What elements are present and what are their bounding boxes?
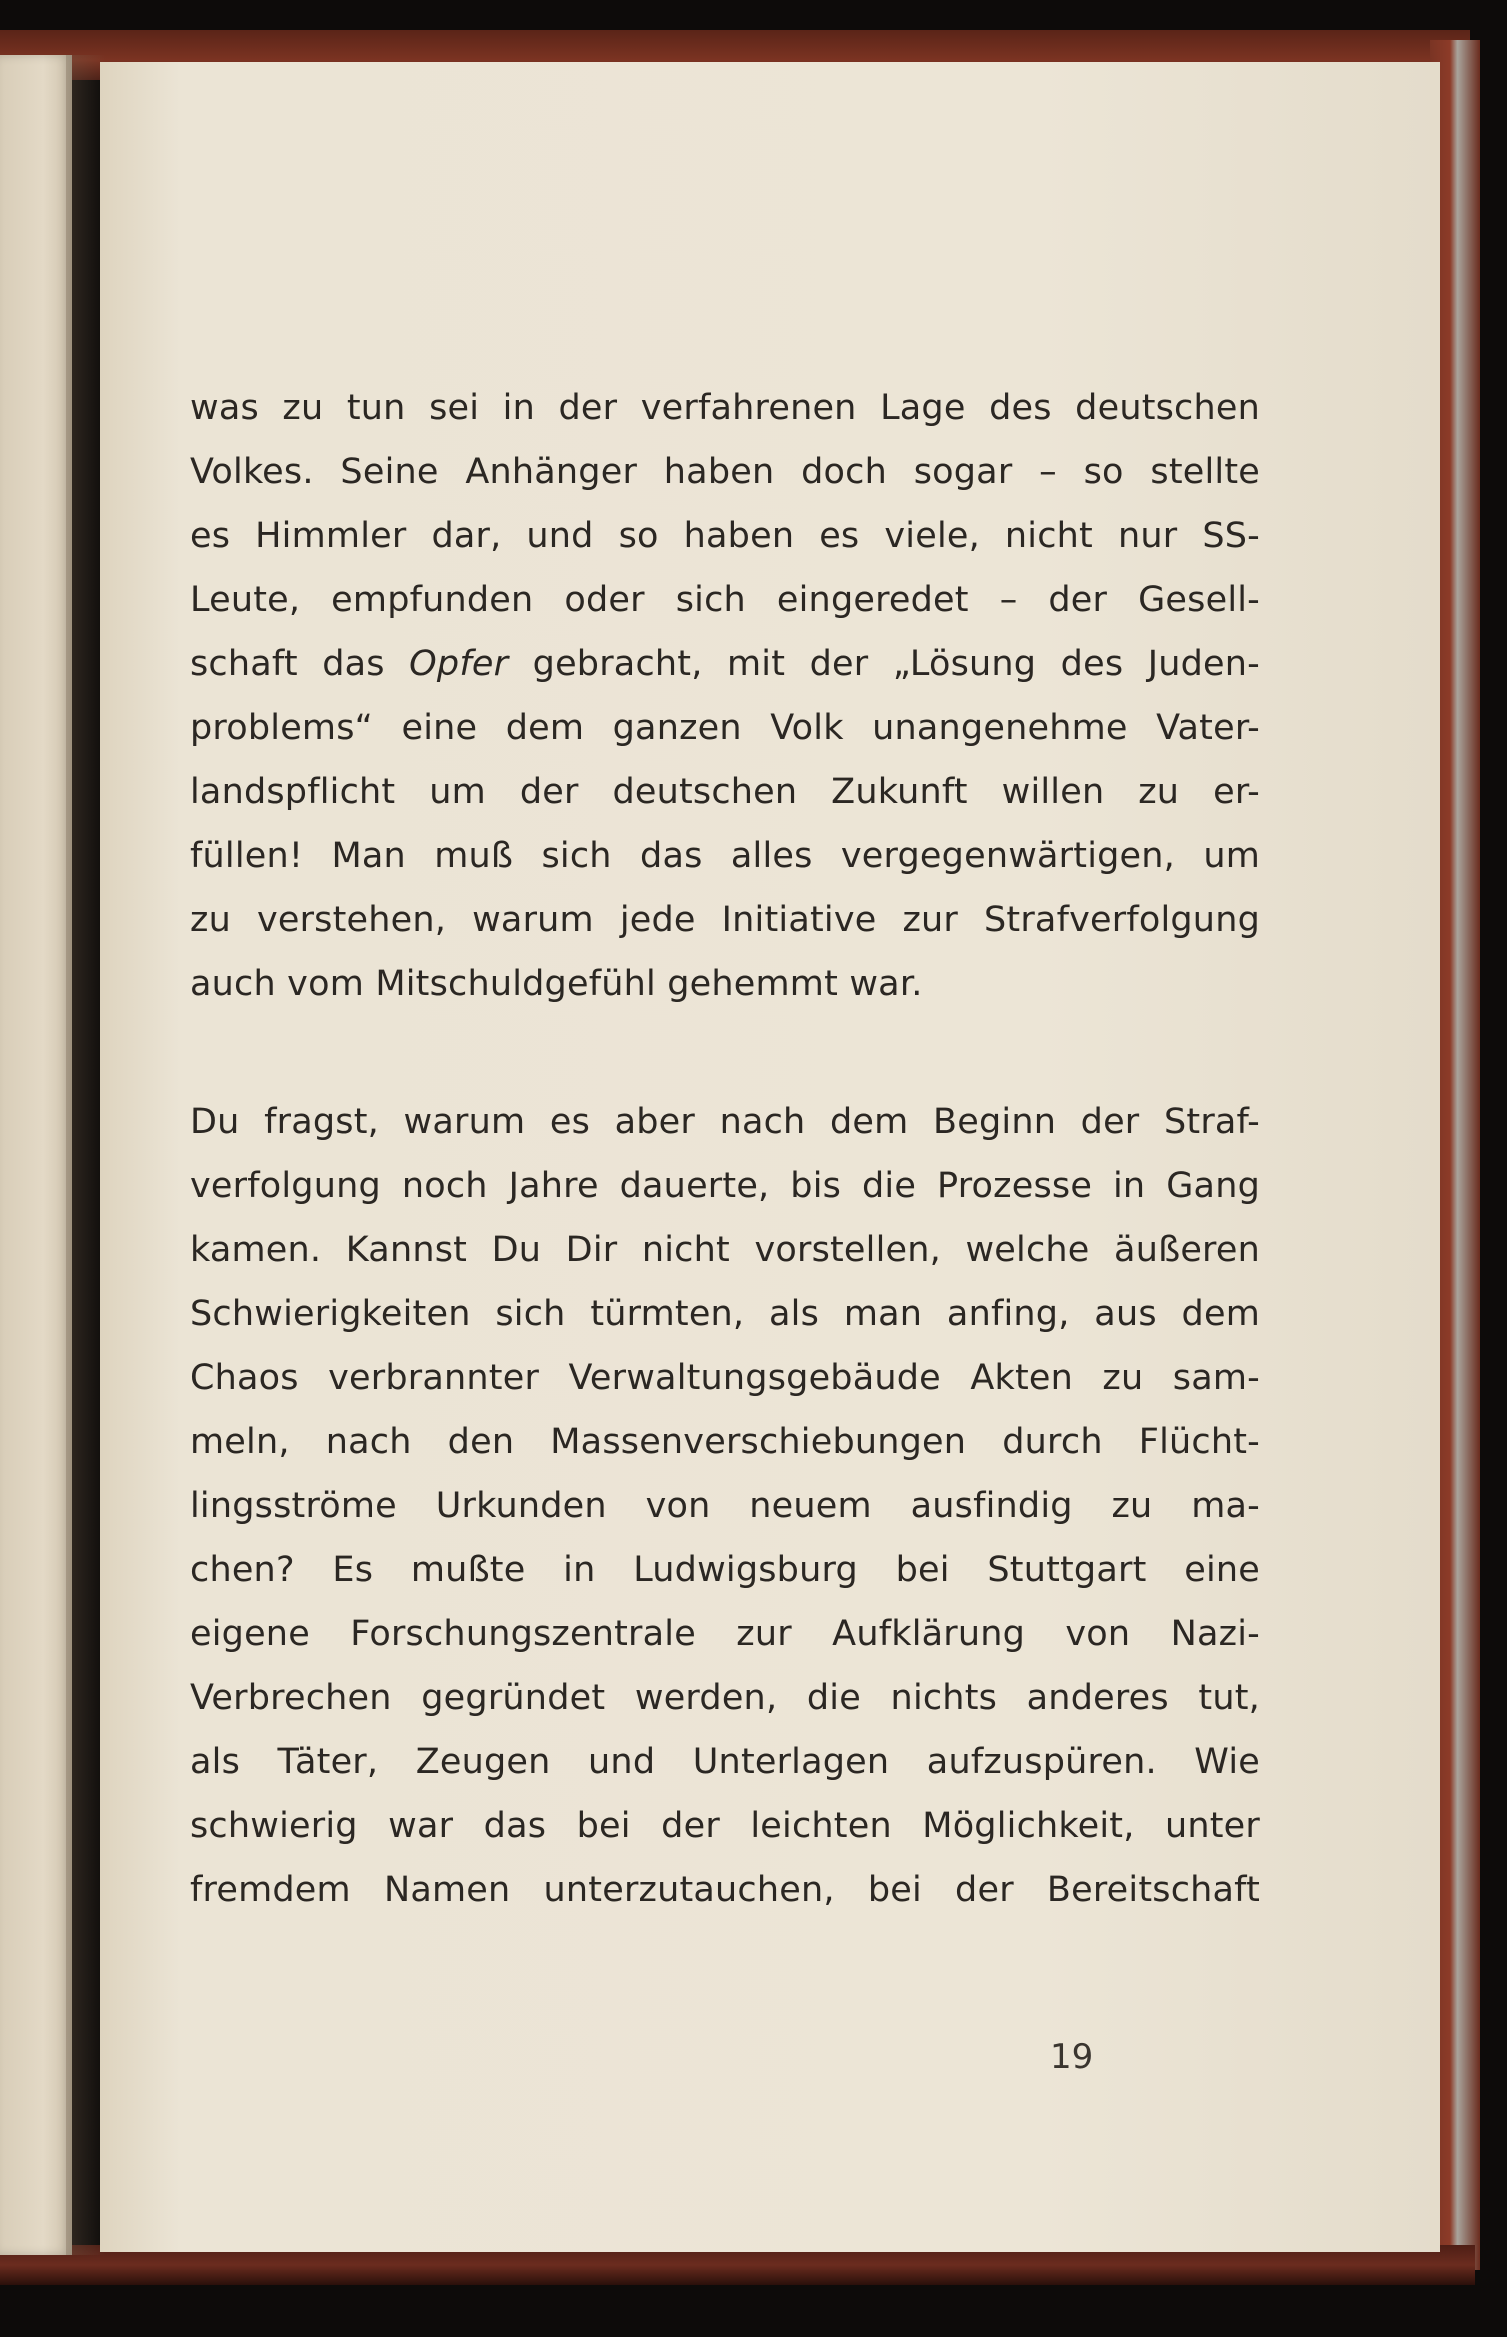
paragraph-1 — [190, 376, 1260, 1016]
text-line: meln, nach den Massenverschiebungen durch Flücht- — [190, 1422, 1260, 1462]
text-line: chen? Es mußte in Ludwigsburg bei Stuttgart eine — [190, 1550, 1260, 1590]
previous-page-edge — [0, 55, 72, 2255]
text-line: Volkes. Seine Anhänger haben doch sogar – so stellte — [190, 452, 1260, 492]
text-line: Schwierigkeiten sich türmten, als man anfing, aus dem — [190, 1294, 1260, 1334]
text-line: als Täter, Zeugen und Unterlagen aufzuspüren. Wie — [190, 1742, 1260, 1782]
text-line: lingsströme Urkunden von neuem ausfindig zu ma- — [190, 1486, 1260, 1526]
text-line: was zu tun sei in der verfahrenen Lage des deutschen — [190, 388, 1260, 428]
emphasized-word: Opfer — [409, 644, 509, 684]
text-line: fremdem Namen unterzutauchen, bei der Bereitschaft — [190, 1870, 1260, 1910]
text-line: Du fragst, warum es aber nach dem Beginn der Straf- — [190, 1102, 1260, 1142]
page-number: 19 — [1050, 2037, 1094, 2077]
text-line-with-italic: schaft das Opfer gebracht, mit der „Lösung des Juden- — [190, 644, 1260, 684]
text-line: eigene Forschungszentrale zur Aufklärung von Nazi- — [190, 1614, 1260, 1654]
paragraph-2 — [190, 1090, 1260, 1922]
text-line: füllen! Man muß sich das alles vergegenwärtigen, um — [190, 836, 1260, 876]
text-line: es Himmler dar, und so haben es viele, nicht nur SS- — [190, 516, 1260, 556]
text-line: verfolgung noch Jahre dauerte, bis die Prozesse in Gang — [190, 1166, 1260, 1206]
text-line: schwierig war das bei der leichten Möglichkeit, unter — [190, 1806, 1260, 1846]
text-line: Chaos verbrannter Verwaltungsgebäude Akten zu sam- — [190, 1358, 1260, 1398]
text-line: landspflicht um der deutschen Zukunft willen zu er- — [190, 772, 1260, 812]
text-line: zu verstehen, warum jede Initiative zur Strafverfolgung — [190, 900, 1260, 940]
text-line: kamen. Kannst Du Dir nicht vorstellen, welche äußeren — [190, 1230, 1260, 1270]
text-line: problems“ eine dem ganzen Volk unangenehme Vater- — [190, 708, 1260, 748]
text-line: auch vom Mitschuldgefühl gehemmt war. — [190, 964, 923, 1004]
book-page — [100, 62, 1440, 2252]
text-line: Verbrechen gegründet werden, die nichts anderes tut, — [190, 1678, 1260, 1718]
text-line: Leute, empfunden oder sich eingeredet – der Gesell- — [190, 580, 1260, 620]
